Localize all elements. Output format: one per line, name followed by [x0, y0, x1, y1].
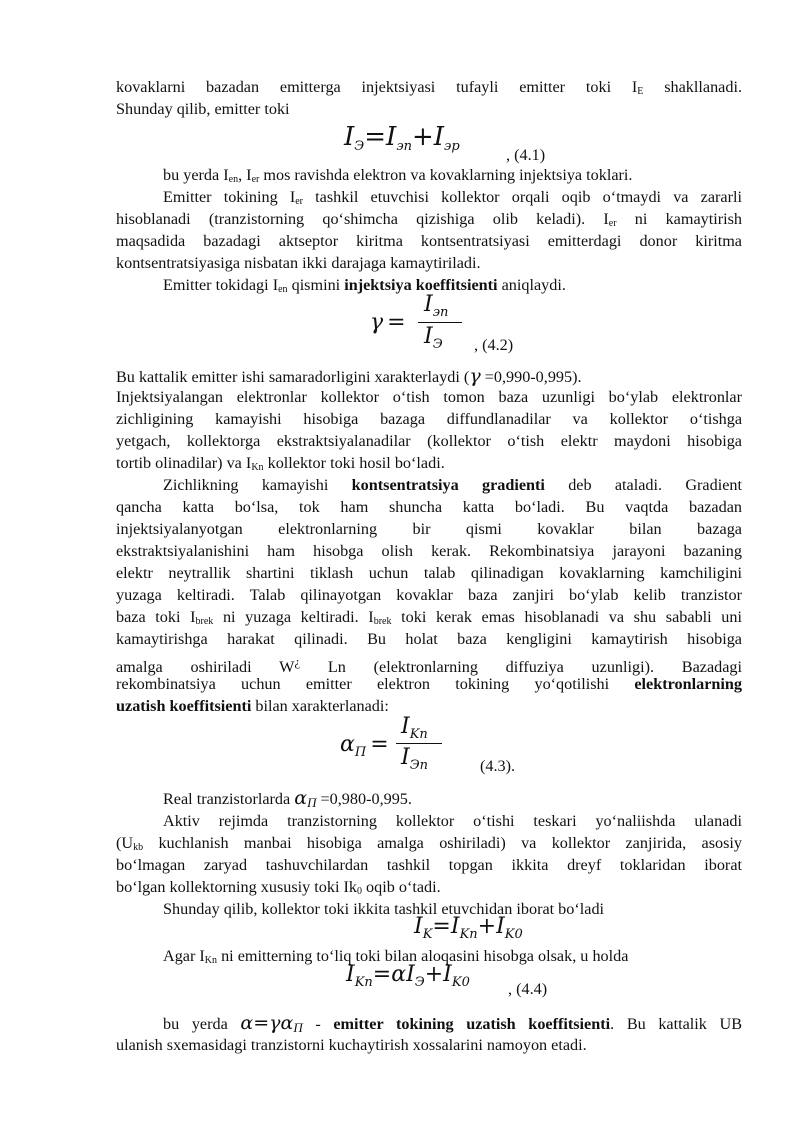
text-segment: baza toki I	[116, 608, 196, 626]
text-line	[116, 854, 742, 876]
text-segment: Injektsiyalangan elektronlar kollektor o‘tish tomon baza uzunligi bo‘ylab elektronlar	[116, 388, 742, 406]
text-segment: bilan xarakterlanadi:	[251, 697, 389, 715]
text-line	[116, 518, 742, 540]
text-line	[116, 430, 742, 452]
text-segment: deb ataladi. Gradient	[544, 476, 742, 494]
text-segment: qismini	[287, 276, 345, 294]
equation-4-1: IЭ=Iэп+Iэр	[344, 122, 460, 154]
equation-4-3-lhs: $\alpha_П$ =	[340, 732, 389, 760]
text-segment: 0	[357, 886, 362, 897]
text-segment: П	[293, 1020, 303, 1035]
text-segment: mos ravishda elektron va kovaklarning injektsiya toklari.	[259, 166, 633, 184]
text-segment: er	[608, 218, 617, 229]
text-segment: bo‘lmagan zaryad tashuvchilardan tashkil topgan ikkita dreyf toklaridan iborat	[116, 856, 742, 874]
text-line	[116, 584, 742, 606]
text-segment: Emitter tokining I	[163, 188, 296, 206]
text-segment: er	[295, 196, 304, 207]
text-segment: maqsadida bazadagi aktseptor kiritma kontsentratsiyasi emitterdagi donor kiritma	[116, 232, 742, 250]
text-segment: Ln (elektronlarning diffuziya uzunligi). Bazadagi	[300, 658, 742, 676]
equation-4-2-denominator: $I_Э$	[424, 324, 443, 352]
text-line	[116, 496, 742, 518]
text-segment: rekombinatsiya uchun emitter elektron tokining yo‘qotilishi	[116, 675, 635, 693]
text-segment: Shunday qilib, emitter toki	[116, 100, 290, 118]
text-line	[116, 628, 742, 650]
equation-4-3-numerator: $I_{Kn}$	[401, 714, 428, 742]
text-segment: emitter tokining uzatish koeffitsienti	[333, 1015, 611, 1033]
text-segment: Real tranzistorlarda	[163, 790, 295, 808]
text-segment: yetgach, kollektorga ekstraktsiyalanadilar (kollektor o‘tish elektr maydoni hisobiga	[116, 432, 742, 450]
text-segment: α	[294, 787, 308, 809]
text-segment: Agar I	[163, 947, 205, 965]
text-segment: tashkil etuvchisi kollektor orqali oqib o‘tmaydi va zararli	[303, 188, 742, 206]
text-line	[116, 230, 742, 252]
text-segment: =0,980-0,995.	[316, 790, 412, 808]
text-segment: bo‘lgan kollektorning xususiy toki Ik	[116, 878, 357, 896]
text-segment: П	[307, 795, 317, 810]
text-segment: kollektor toki hosil bo‘ladi.	[263, 454, 445, 472]
text-segment: Kn	[251, 462, 264, 473]
text-line	[116, 252, 742, 274]
text-line	[163, 274, 742, 301]
text-segment: kovaklarni bazadan emitterga injektsiyasi tufayli emitter toki I	[116, 78, 638, 96]
equation-4-4: $I_{Kn}=\alpha I_Э+I_{K0}$	[346, 962, 470, 990]
equation-number: (4.3).	[480, 757, 516, 775]
text-line	[116, 1034, 742, 1056]
text-segment: α=γα	[240, 1012, 294, 1034]
equation-4-2-lhs: γ =	[370, 310, 406, 335]
text-segment: kuchlanish manbai hisobiga amalga oshiriladi) va kollektor zanjirida, asosiy	[143, 834, 742, 852]
text-segment: -	[302, 1015, 334, 1033]
text-segment: γ	[469, 365, 481, 387]
equation-collector-current: $I_K=I_{Kn}+I_{K0}$	[414, 914, 523, 942]
text-segment: brek	[195, 616, 214, 627]
text-segment: yuzaga keltiradi. Talab qilinayotgan kovaklar baza zanjiri bo‘ylab kelib tranzistor	[116, 586, 742, 604]
text-segment: kontsentratsiyasiga nisbatan ikki darajaga kamaytiriladi.	[116, 254, 481, 272]
text-segment: ni yuzaga keltiradi. I	[213, 608, 374, 626]
equation-number: , (4.4)	[508, 980, 548, 998]
text-line	[116, 365, 742, 388]
text-segment: ¿	[294, 654, 301, 669]
text-segment: en	[278, 284, 288, 295]
text-segment: Emitter tokidagi I	[163, 276, 279, 294]
text-segment: hisoblanadi (tranzistorning qo‘shimcha qizishiga olib keladi). I	[116, 210, 609, 228]
text-segment: bu yerda	[163, 1015, 241, 1033]
text-line	[116, 695, 742, 717]
text-segment: bu yerda I	[163, 166, 229, 184]
text-segment: oqib o‘tadi.	[362, 878, 441, 896]
text-segment: =0,990-0,995).	[480, 368, 582, 386]
text-line	[116, 98, 742, 120]
text-segment: kontsentratsiya gradienti	[351, 476, 545, 494]
text-line	[116, 673, 742, 695]
text-segment: amalga oshiriladi W	[116, 658, 295, 676]
text-segment: kb	[133, 842, 144, 853]
text-segment: ulanish sxemasidagi tranzistorni kuchaytirish xossalarini namoyon etadi.	[116, 1036, 587, 1054]
text-line	[116, 408, 742, 430]
text-segment: ni kamaytirish	[616, 210, 742, 228]
equation-4-3-denominator: $I_{Эп}$	[401, 745, 429, 773]
equation-number: , (4.2)	[474, 336, 514, 354]
text-segment: qancha katta bo‘lsa, tok ham shuncha katta bo‘ladi. Bu vaqtda bazadan	[116, 498, 742, 516]
text-line	[163, 474, 742, 496]
text-segment: . Bu kattalik UB	[610, 1015, 742, 1033]
text-segment: ni emitterning to‘liq toki bilan aloqasini hisobga olsak, u holda	[217, 947, 629, 965]
text-segment: Kn	[204, 955, 218, 966]
text-segment: tortib olinadilar) va I	[116, 454, 252, 472]
text-line	[116, 540, 742, 562]
text-segment: aniqlaydi.	[497, 276, 566, 294]
equation-4-2-numerator: $I_{эп}$	[424, 292, 449, 320]
text-line	[116, 386, 742, 408]
text-segment: toki kerak emas hisoblanadi va shu sababli uni	[391, 608, 742, 626]
text-line	[163, 810, 742, 832]
text-segment: (U	[116, 834, 134, 852]
text-segment: E	[637, 86, 644, 97]
text-segment: , I	[238, 166, 252, 184]
text-segment: uzatish koeffitsienti	[116, 697, 252, 715]
text-segment: shakllanadi.	[643, 78, 742, 96]
text-segment: kamaytirishga harakat qilinadi. Bu holat baza kengligini kamaytirish hisobiga	[116, 630, 742, 648]
text-segment: brek	[373, 616, 392, 627]
text-segment: er	[251, 174, 260, 185]
text-segment: elektr neytrallik shartini tiklash uchun talab qilinadigan kovaklarning kamchiligini	[116, 564, 742, 582]
text-segment: Shunday qilib, kollektor toki ikkita tashkil etuvchidan iborat bo‘ladi	[163, 900, 605, 918]
text-segment: Aktiv rejimda tranzistorning kollektor o‘tishi teskari yo‘naliishda ulanadi	[163, 812, 742, 830]
text-segment: en	[228, 174, 239, 185]
text-segment: Bu kattalik emitter ishi samaradorligini xarakterlaydi (	[116, 368, 470, 386]
text-segment: injektsiya koeffitsienti	[344, 276, 498, 294]
text-segment: elektronlarning	[634, 675, 742, 693]
equation-number: , (4.1)	[506, 146, 546, 164]
text-segment: zichligining kamayishi hisobiga bazaga diffundlanadilar va kollektor o‘tishga	[116, 410, 742, 428]
text-line	[116, 562, 742, 584]
text-segment: injektsiyalanyotgan elektronlarning bir qismi kovaklar bilan bazaga	[116, 520, 742, 538]
text-segment: ekstraktsiyalanishini ham hisobga olish kerak. Rekombinatsiya jarayoni bazaning	[116, 542, 742, 560]
text-segment: Zichlikning kamayishi	[163, 476, 352, 494]
